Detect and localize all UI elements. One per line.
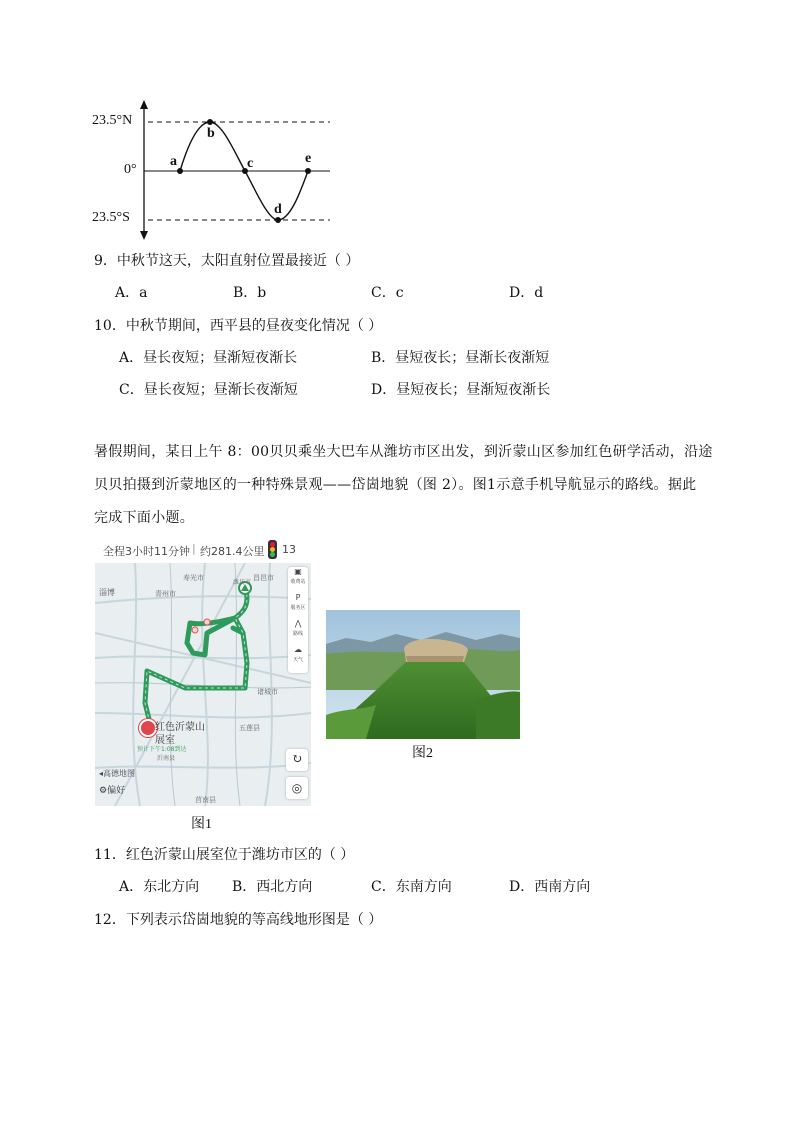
- locate-button[interactable]: [286, 777, 308, 799]
- city-label-zhucheng: 诸城市: [257, 688, 278, 696]
- point-a: [177, 168, 183, 174]
- nav-distance: 约281.4公里: [200, 545, 265, 558]
- passage-line-2: 贝贝拍摄到沂蒙地区的一种特殊景观——岱崮地貌（图 2）。图1示意手机导航显示的路线。据此: [94, 477, 697, 493]
- q10-option-b[interactable]: B．昼短夜长；昼渐长夜渐短: [371, 350, 550, 366]
- map-side-toolbar: [288, 567, 308, 673]
- city-label-zibo: 淄博: [99, 588, 115, 597]
- city-label-wulian: 五莲县: [239, 724, 260, 732]
- settings-icon: ⚙: [99, 786, 108, 796]
- refresh-button[interactable]: [286, 749, 308, 771]
- label-point-b: b: [207, 126, 215, 141]
- city-label-changyi: 昌邑市: [253, 574, 274, 582]
- question-9-stem: 9．中秋节这天，太阳直射位置最接近（ ）: [94, 253, 360, 269]
- figure-1-caption: 图1: [191, 817, 212, 832]
- q11-option-b[interactable]: B．西北方向: [232, 879, 313, 895]
- eta-label: 预计下午1:08到达: [137, 746, 187, 753]
- q11-option-c[interactable]: C．东南方向: [371, 879, 452, 895]
- q10-option-a[interactable]: A．昼长夜短；昼渐短夜渐长: [119, 350, 298, 366]
- traffic-light-count: 13: [282, 543, 296, 556]
- nav-total-time: 全程3小时11分钟: [103, 545, 190, 558]
- question-11-stem: 11．红色沂蒙山展室位于潍坊市区的（ ）: [94, 847, 355, 863]
- q10-option-c[interactable]: C．昼长夜短；昼渐长夜渐短: [119, 382, 298, 398]
- refresh-icon: ↻: [291, 752, 303, 767]
- label-23-5-n: 23.5°N: [92, 113, 133, 128]
- label-23-5-s: 23.5°S: [92, 210, 130, 225]
- destination-name-line2: 展室: [155, 735, 175, 746]
- road-icon: ⋀: [294, 619, 302, 628]
- service-label: 服务区: [290, 605, 306, 611]
- q9-option-d[interactable]: D．d: [509, 285, 544, 301]
- destination-name-line1: 红色沂蒙山: [155, 722, 205, 733]
- figure-1-navigation-map[interactable]: [95, 563, 311, 806]
- cloud-icon: ☁: [294, 645, 302, 654]
- locate-icon: ◎: [291, 781, 303, 795]
- label-point-a: a: [170, 154, 177, 169]
- q11-option-a[interactable]: A．东北方向: [119, 879, 200, 895]
- route-button[interactable]: [288, 619, 308, 645]
- city-label-shouguang: 寿光市: [183, 574, 204, 582]
- label-point-c: c: [247, 156, 254, 171]
- question-12-stem: 12．下列表示岱崮地貌的等高线地形图是（ ）: [94, 912, 383, 928]
- map-brand: [99, 768, 135, 779]
- preference-label: 偏好: [107, 786, 126, 796]
- traffic-light-icon: [268, 540, 277, 559]
- toll-station-button[interactable]: [288, 567, 308, 593]
- city-label-yinan: 沂南县: [157, 755, 176, 762]
- daigu-landscape-svg: [326, 610, 520, 739]
- city-label-junan: 莒南县: [195, 796, 216, 804]
- solar-declination-diagram: [90, 98, 340, 243]
- route-label: 路线: [292, 631, 303, 637]
- axis-arrow-down: [140, 231, 148, 240]
- label-point-d: d: [274, 202, 282, 217]
- city-label-weifang: 潍坊市: [233, 579, 252, 586]
- city-label-qingzhou: 青州市: [155, 590, 176, 598]
- q10-option-d[interactable]: D．昼短夜长；昼渐短夜渐长: [371, 382, 551, 398]
- passage-line-3: 完成下面小题。: [94, 510, 195, 526]
- axis-arrow-up: [140, 100, 148, 109]
- point-b: [207, 119, 213, 125]
- map-brand-label: 高德地图: [103, 769, 136, 778]
- preference-button[interactable]: [99, 783, 125, 796]
- q9-option-c[interactable]: C．c: [371, 285, 404, 301]
- nav-summary-bar: [95, 540, 311, 560]
- q9-option-b[interactable]: B．b: [233, 285, 267, 301]
- weather-button[interactable]: [288, 645, 308, 671]
- figure-2-landform-photo: [326, 610, 520, 739]
- parking-icon: P: [295, 593, 301, 602]
- nav-divider: |: [192, 542, 196, 555]
- weather-label: 天气: [292, 657, 303, 663]
- label-point-e: e: [305, 151, 312, 166]
- service-area-button[interactable]: [288, 593, 308, 619]
- passage-line-1: 暑假期间，某日上午 8：00贝贝乘坐大巴车从潍坊市区出发，到沂蒙山区参加红色研学活动，沿途: [94, 444, 713, 460]
- toll-label: 收费站: [290, 579, 306, 585]
- q11-option-d[interactable]: D．西南方向: [509, 879, 591, 895]
- point-e: [305, 168, 311, 174]
- toll-icon: ▣: [294, 567, 302, 576]
- compass-arrow-icon: ◂: [99, 769, 104, 778]
- q9-option-a[interactable]: A．a: [115, 285, 148, 301]
- question-10-stem: 10．中秋节期间，西平县的昼夜变化情况（ ）: [94, 318, 383, 334]
- figure-2-caption: 图2: [412, 746, 433, 761]
- label-0-degree: 0°: [124, 162, 137, 177]
